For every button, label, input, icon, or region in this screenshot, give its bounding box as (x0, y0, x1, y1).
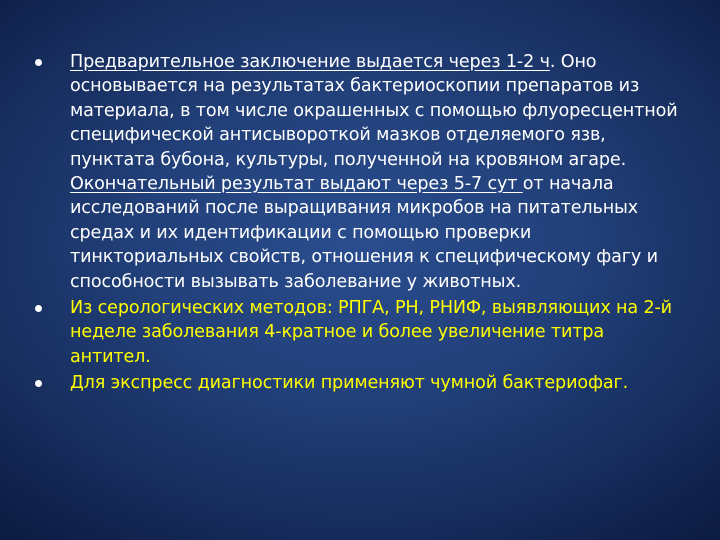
bullet-dot-icon (35, 305, 42, 312)
preliminary-conclusion-text: Предварительное заключение выдается через 1-2 ч (70, 52, 550, 72)
serology-text: Из серологических методов: РПГА, РН, РНИФ, выявляющих на 2-й неделе заболевания 4-кратное и более увеличение титра антител. (70, 298, 672, 367)
final-result-text: Окончательный результат выдают через 5-7 сут (70, 174, 523, 195)
express-diagnostics-text: Для экспресс диагностики применяют чумной бактериофаг. (70, 373, 629, 394)
bullet-dot-icon (35, 380, 42, 387)
preliminary-details-text: . Оно основывается на результатах бактериоскопии препаратов из материала, в том числе окрашенных с помощью флуоресцентной специфической антисывороткой мазков отделяемого язв, пунктата бубона, культуры, полученной на кровяном агаре. (70, 52, 678, 170)
bullet-dot-icon (35, 59, 42, 66)
bullet-item-express-diagnostics (30, 371, 690, 395)
bullet-item-diagnosis-timing (30, 50, 690, 294)
final-details-text: от начала исследований после выращивания микробов на питательных средах и их идентификации с помощью проверки тинкториальных свойств, отношения к специфическому фагу и способности вызывать заболевание у животных. (70, 174, 658, 292)
bullet-item-serology (30, 296, 690, 369)
bullet-list (30, 50, 690, 398)
